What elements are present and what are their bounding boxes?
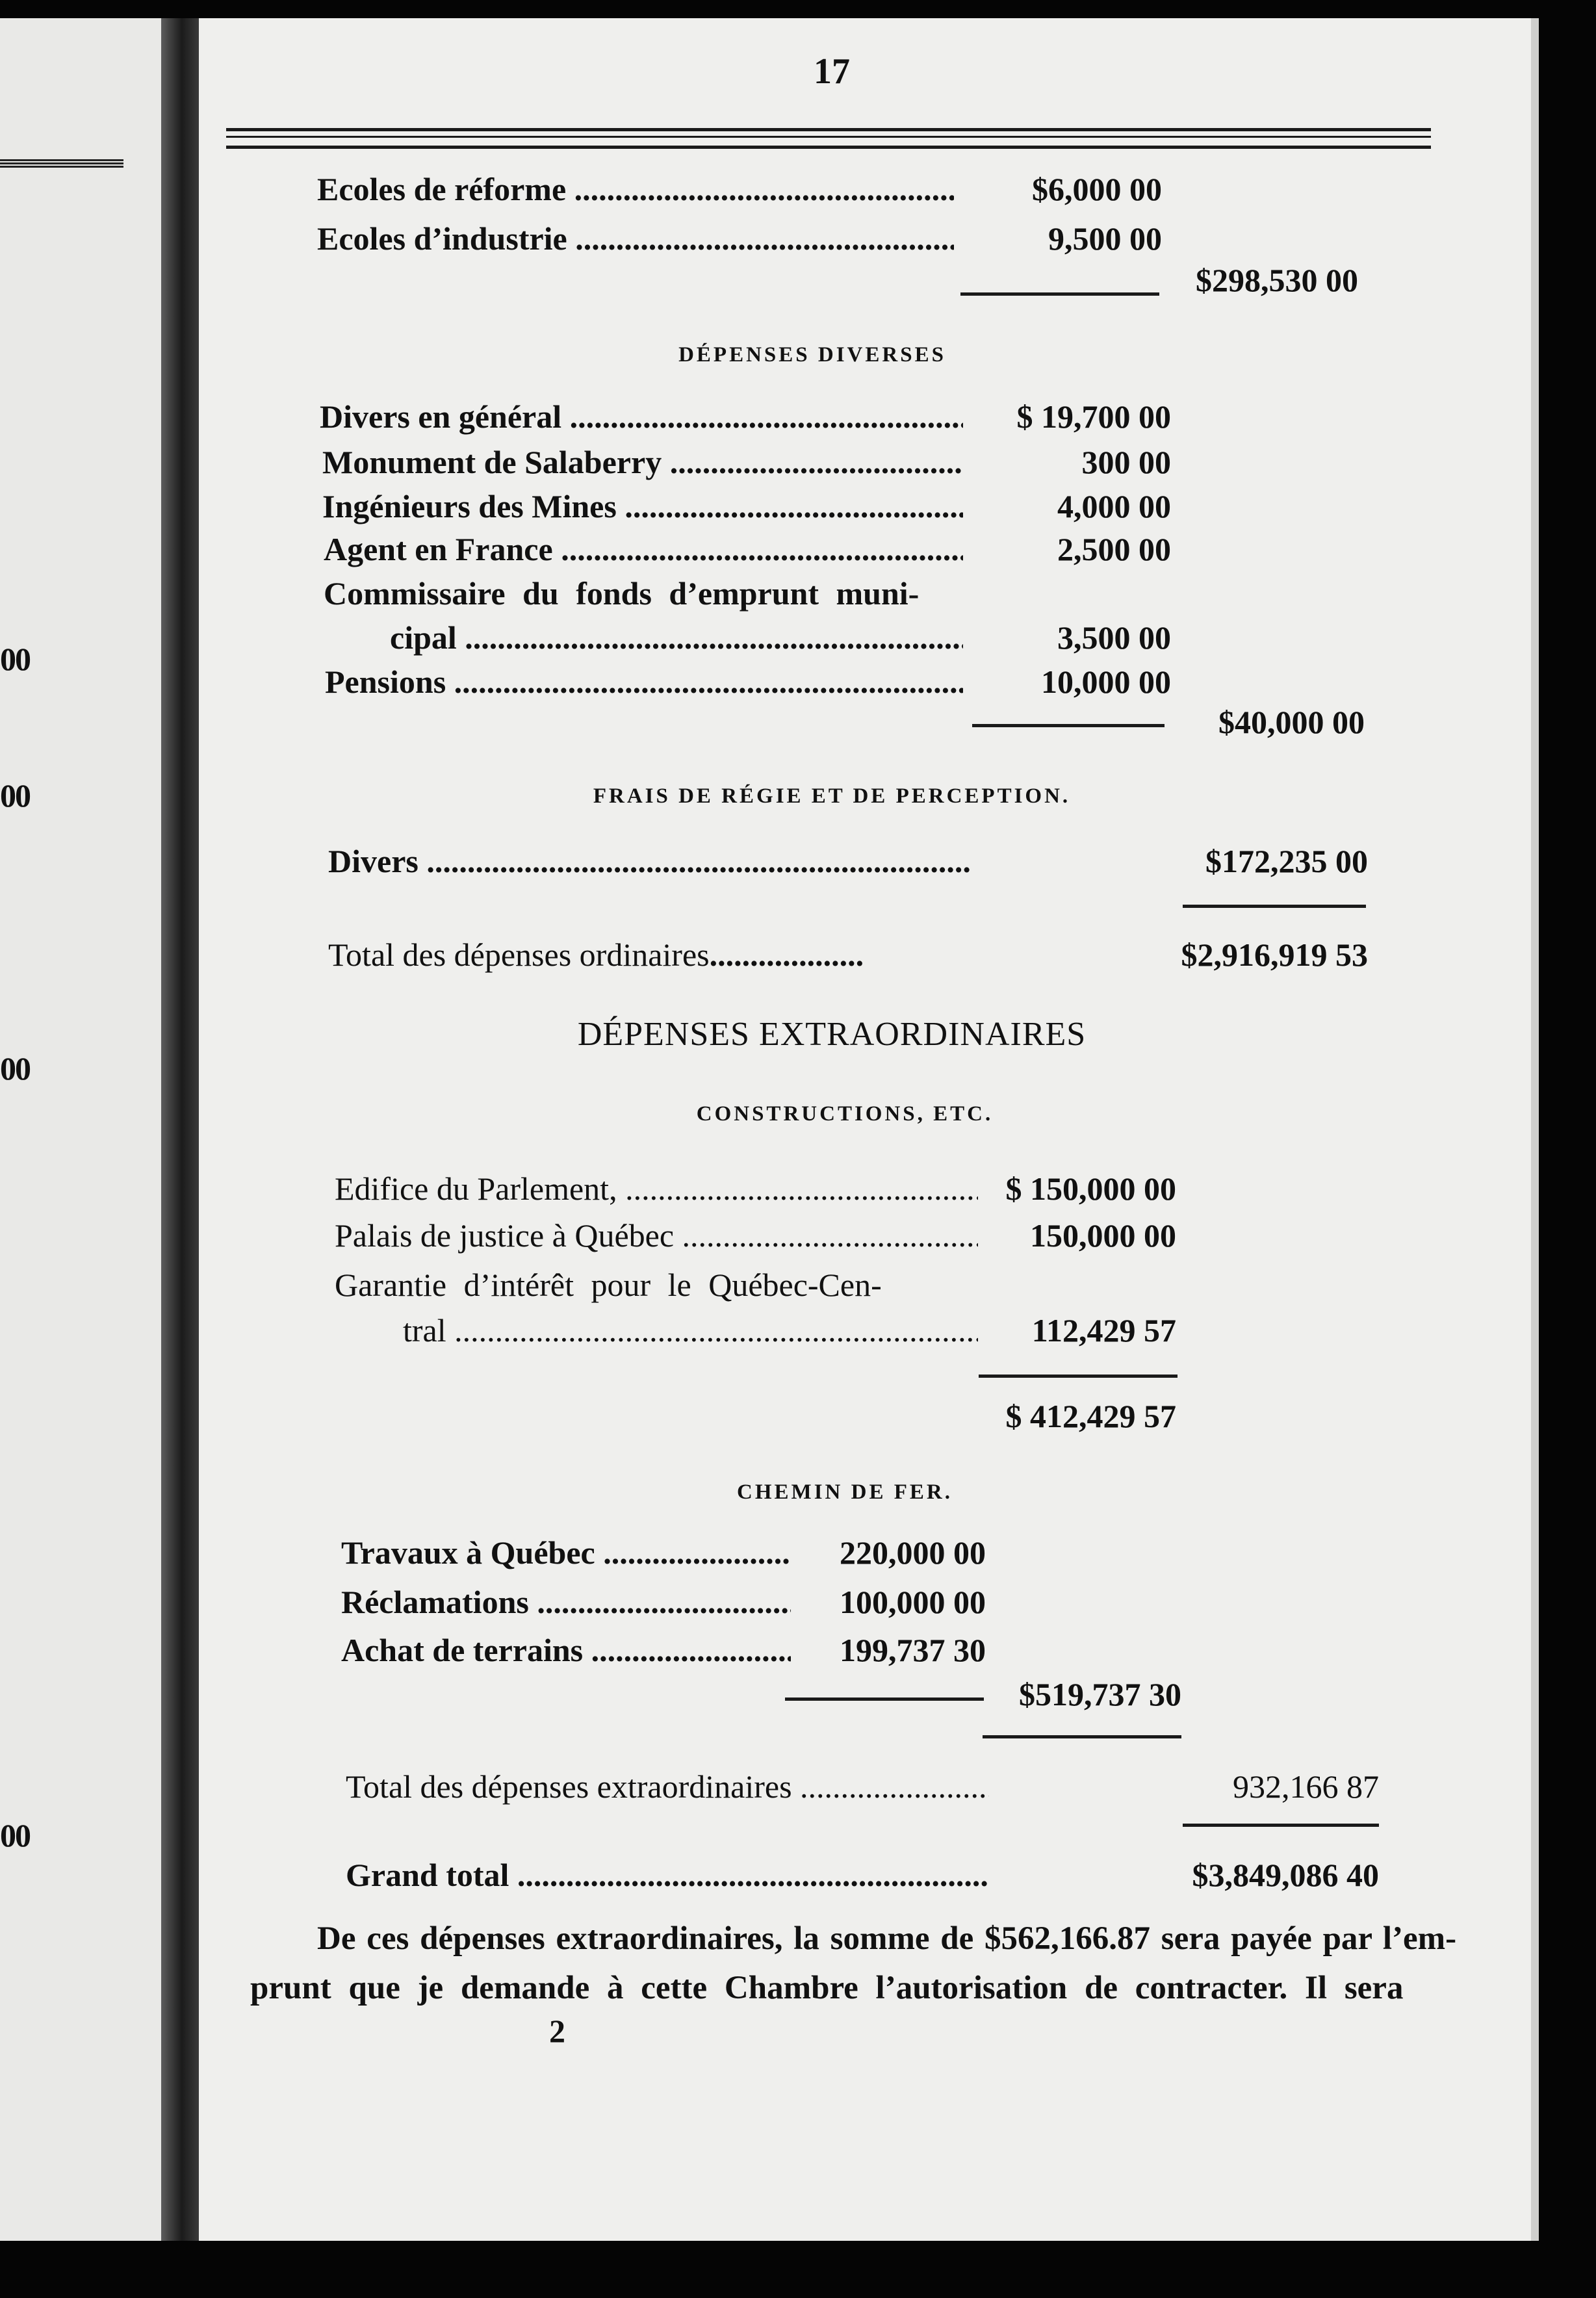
ledger-row bbox=[317, 170, 1162, 208]
item-amount: 100,000 00 bbox=[840, 1584, 986, 1620]
item-label: Achat de terrains ..... bbox=[341, 1631, 791, 1669]
ledger-row bbox=[335, 1170, 1176, 1207]
signature-mark: 2 bbox=[549, 2013, 565, 2049]
previous-page-fragment: 00 bbox=[0, 641, 30, 677]
ledger-row bbox=[324, 530, 1171, 568]
ledger-row bbox=[328, 936, 1368, 974]
ledger-row bbox=[390, 619, 1171, 656]
sum-line bbox=[1183, 1824, 1379, 1827]
item-label: Ecoles de réforme ..... bbox=[317, 170, 954, 208]
previous-page-fragment: 00 bbox=[0, 1050, 30, 1087]
item-amount: 2,500 00 bbox=[1057, 531, 1171, 567]
item-label: Palais de justice à Québec ..... bbox=[335, 1217, 978, 1254]
item-amount: $172,235 00 bbox=[1205, 843, 1368, 879]
sum-line bbox=[979, 1375, 1178, 1378]
sum-line bbox=[972, 724, 1165, 727]
section-heading-large: DÉPENSES EXTRAORDINAIRES bbox=[577, 1016, 1087, 1053]
paragraph-line: De ces dépenses extraordinaires, la somme de $562,166.87 sera payée par l’em- bbox=[317, 1920, 1457, 1957]
item-amount: $6,000 00 bbox=[1032, 171, 1162, 207]
item-amount: 9,500 00 bbox=[1048, 220, 1162, 257]
item-label: Ecoles d’industrie ..... bbox=[317, 220, 954, 257]
item-label: Divers en général ..... bbox=[320, 398, 963, 435]
item-label: Edifice du Parlement, ..... bbox=[335, 1170, 978, 1207]
ledger-row bbox=[341, 1631, 986, 1669]
book-spine bbox=[161, 18, 199, 2241]
item-label: Agent en France ..... bbox=[324, 530, 963, 568]
previous-page-fragment: 00 bbox=[0, 1817, 30, 1853]
subsection-heading: CHEMIN DE FER. bbox=[737, 1480, 953, 1504]
ledger-row bbox=[346, 1856, 1379, 1894]
subtotal-amount: $298,530 00 bbox=[1196, 262, 1358, 298]
item-label: Pensions ..... bbox=[325, 663, 963, 701]
ledger-row bbox=[322, 443, 1171, 481]
total-amount: $2,916,919 53 bbox=[1181, 936, 1368, 973]
subsection-total: $519,737 30 bbox=[1019, 1676, 1181, 1712]
section-heading: DÉPENSES DIVERSES bbox=[678, 343, 946, 367]
header-double-rule bbox=[226, 128, 1431, 149]
ledger-row bbox=[317, 220, 1162, 257]
section-total: $40,000 00 bbox=[1218, 704, 1365, 740]
sum-line bbox=[960, 292, 1159, 296]
total-label: Total des dépenses ordinaires................... bbox=[328, 936, 864, 973]
item-label: Travaux à Québec ..... bbox=[341, 1534, 791, 1571]
sum-line bbox=[1183, 905, 1366, 908]
ledger-row bbox=[335, 1266, 985, 1304]
item-label: Monument de Salaberry ..... bbox=[322, 443, 963, 481]
item-amount: 150,000 00 bbox=[1030, 1217, 1176, 1254]
ledger-row bbox=[403, 1311, 1176, 1349]
item-amount: 300 00 bbox=[1081, 444, 1171, 480]
total-label: Total des dépenses extraordinaires ..... bbox=[346, 1768, 989, 1805]
item-amount: 3,500 00 bbox=[1057, 619, 1171, 656]
sum-line bbox=[785, 1698, 984, 1701]
previous-page-rule bbox=[0, 159, 123, 168]
item-label: Réclamations ..... bbox=[341, 1583, 791, 1621]
item-label-continued: cipal ..... bbox=[390, 619, 963, 656]
total-amount: 932,166 87 bbox=[1233, 1768, 1379, 1805]
grand-total-label: Grand total ..... bbox=[346, 1856, 989, 1894]
previous-page bbox=[0, 18, 161, 2241]
item-amount: $ 150,000 00 bbox=[1005, 1170, 1176, 1207]
page-edge bbox=[1531, 18, 1539, 2241]
item-label: Garantie d’intérêt pour le Québec-Cen- bbox=[335, 1267, 882, 1303]
item-label: Commissaire du fonds d’emprunt muni- bbox=[324, 575, 920, 612]
item-label: Divers ..... bbox=[328, 842, 972, 880]
subsection-heading: CONSTRUCTIONS, ETC. bbox=[696, 1102, 994, 1126]
section-heading: FRAIS DE RÉGIE ET DE PERCEPTION. bbox=[593, 784, 1071, 808]
ledger-row bbox=[335, 1217, 1176, 1254]
ledger-row bbox=[325, 663, 1171, 701]
ledger-row bbox=[341, 1534, 986, 1571]
subsection-total: $ 412,429 57 bbox=[1005, 1398, 1176, 1434]
ledger-row bbox=[320, 398, 1171, 435]
item-amount: $ 19,700 00 bbox=[1016, 398, 1171, 435]
item-amount: 4,000 00 bbox=[1057, 488, 1171, 524]
item-amount: 199,737 30 bbox=[840, 1632, 986, 1668]
item-label: Ingénieurs des Mines ..... bbox=[322, 487, 963, 525]
total-label-text: Total des dépenses ordinaires bbox=[328, 936, 710, 973]
item-label-continued: tral ..... bbox=[403, 1311, 978, 1349]
ledger-row bbox=[324, 574, 973, 612]
paragraph-line: prunt que je demande à cette Chambre l’autorisation de contracter. Il sera bbox=[250, 1970, 1404, 2006]
item-amount: 10,000 00 bbox=[1041, 664, 1171, 700]
previous-page-fragment: 00 bbox=[0, 777, 30, 814]
grand-total-amount: $3,849,086 40 bbox=[1192, 1857, 1379, 1893]
sum-line bbox=[983, 1735, 1181, 1738]
ledger-row bbox=[322, 487, 1171, 525]
ledger-row bbox=[341, 1583, 986, 1621]
item-amount: 220,000 00 bbox=[840, 1534, 986, 1571]
ledger-row bbox=[328, 842, 1368, 880]
ledger-row bbox=[346, 1768, 1379, 1805]
page-number: 17 bbox=[814, 51, 850, 92]
item-amount: 112,429 57 bbox=[1031, 1312, 1176, 1349]
